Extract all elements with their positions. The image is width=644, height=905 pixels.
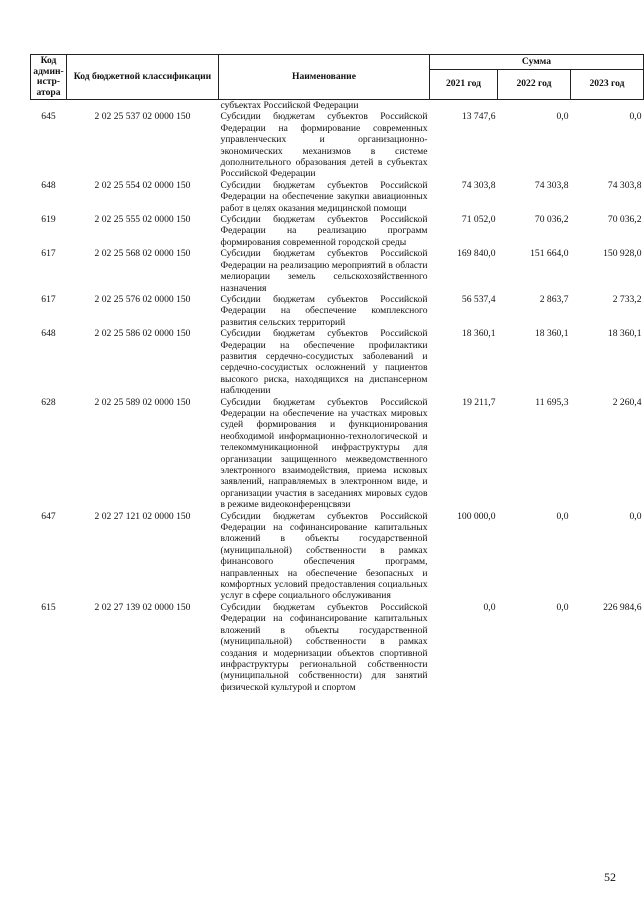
admin-code: 615 xyxy=(41,601,56,613)
amount-2021: 0,0 xyxy=(483,601,496,613)
budget-code: 2 02 25 589 02 0000 150 xyxy=(94,396,191,408)
amount-2021: 18 360,1 xyxy=(461,328,496,340)
header-name: Наименование xyxy=(219,55,430,100)
admin-code: 628 xyxy=(41,396,56,408)
amount-2021: 169 840,0 xyxy=(457,248,496,260)
table-header xyxy=(31,55,644,100)
admin-code: 648 xyxy=(41,179,56,191)
table-row xyxy=(31,511,644,602)
amount-2022: 70 036,2 xyxy=(534,214,569,226)
amount-2022: 0,0 xyxy=(556,510,569,522)
table-row xyxy=(31,328,644,396)
admin-code: 617 xyxy=(41,293,56,305)
amount-2023: 70 036,2 xyxy=(607,214,642,226)
amount-2023: 226 984,6 xyxy=(603,601,642,613)
table-row xyxy=(31,214,644,248)
amount-2023: 18 360,1 xyxy=(607,328,642,340)
table-row xyxy=(31,180,644,214)
amount-2022: 151 664,0 xyxy=(530,248,569,260)
budget-code: 2 02 25 568 02 0000 150 xyxy=(94,248,191,260)
header-admin-code: Код администратора xyxy=(31,55,67,100)
row-name: Субсидии бюджетам субъектов Российской Федерации на обеспечение профилактики развития сердечно-сосудистых заболеваний и сердечно-сосудистых осложнений у пациентов высокого риска, находящихся на диспансерном наблюдении xyxy=(220,328,428,397)
page-number: 52 xyxy=(604,870,616,884)
amount-2021: 56 537,4 xyxy=(461,293,496,305)
budget-code: 2 02 27 139 02 0000 150 xyxy=(94,601,191,613)
amount-2023: 150 928,0 xyxy=(603,248,642,260)
amount-2023: 2 733,2 xyxy=(612,293,642,305)
amount-2021: 71 052,0 xyxy=(461,214,496,226)
table-row xyxy=(31,294,644,328)
table-row xyxy=(31,602,644,693)
row-name: Субсидии бюджетам субъектов Российской Федерации на обеспечение на участках мировых судей формирования и функционирования необходимой информационно-технологической и телекоммуникационной инфраструктуры для организации защищенного межведомственного электронного взаимодействия, приема исковых заявлений, направляемых в электронном виде, и организации участия в заседаниях мировых судов в режиме видеоконференцсвязи xyxy=(220,396,428,511)
row-name: Субсидии бюджетам субъектов Российской Федерации на формирование современных управленческих и организационно-экономических механизмов в системе дополнительного образования детей в субъектах Российской Федерации xyxy=(220,111,428,180)
budget-code: 2 02 25 586 02 0000 150 xyxy=(94,328,191,340)
header-year-2021: 2021 год xyxy=(430,69,498,99)
budget-code: 2 02 27 121 02 0000 150 xyxy=(94,510,191,522)
admin-code: 648 xyxy=(41,328,56,340)
amount-2022: 0,0 xyxy=(556,111,569,123)
header-year-2022: 2022 год xyxy=(498,69,571,99)
budget-code: 2 02 25 555 02 0000 150 xyxy=(94,214,191,226)
table-row xyxy=(31,111,644,179)
amount-2023: 0,0 xyxy=(629,111,642,123)
table-row-continuation xyxy=(31,100,644,112)
row-name: Субсидии бюджетам субъектов Российской Федерации на софинансирование капитальных вложений в объекты государственной (муниципальной) собственности в рамках создания и модернизации объектов спортивной инфраструктуры региональной собственности (муниципальной собственности) для занятий физической культурой и спортом xyxy=(220,601,428,693)
table-row xyxy=(31,248,644,294)
amount-2022: 0,0 xyxy=(556,601,569,613)
admin-code: 645 xyxy=(41,111,56,123)
amount-2023: 2 260,4 xyxy=(612,396,642,408)
amount-2023: 0,0 xyxy=(629,510,642,522)
budget-code: 2 02 25 576 02 0000 150 xyxy=(94,293,191,305)
amount-2021: 74 303,8 xyxy=(461,179,496,191)
amount-2021: 100 000,0 xyxy=(457,510,496,522)
amount-2022: 74 303,8 xyxy=(534,179,569,191)
amount-2021: 13 747,6 xyxy=(461,111,496,123)
continuation-text: субъектах Российской Федерации xyxy=(220,100,359,111)
header-budget-code: Код бюджетной классификации xyxy=(67,55,219,100)
amount-2022: 2 863,7 xyxy=(539,293,569,305)
row-name: Субсидии бюджетам субъектов Российской Федерации на обеспечение комплексного развития сельских территорий xyxy=(220,293,428,328)
amount-2021: 19 211,7 xyxy=(462,396,496,408)
amount-2022: 11 695,3 xyxy=(535,396,569,408)
budget-code: 2 02 25 537 02 0000 150 xyxy=(94,111,191,123)
admin-code: 619 xyxy=(41,214,56,226)
row-name: Субсидии бюджетам субъектов Российской Федерации на реализацию мероприятий в области мелиорации земель сельскохозяйственного назначения xyxy=(220,248,428,294)
table-row xyxy=(31,397,644,511)
budget-code: 2 02 25 554 02 0000 150 xyxy=(94,179,191,191)
admin-code: 617 xyxy=(41,248,56,260)
header-sum: Сумма xyxy=(430,55,644,70)
row-name: Субсидии бюджетам субъектов Российской Федерации на софинансирование капитальных вложений в объекты государственной (муниципальной) собственности в рамках финансового обеспечения программ, направленных на обеспечение безопасных и комфортных условий предоставления социальных услуг в сфере социального обслуживания xyxy=(220,510,428,602)
row-name: Субсидии бюджетам субъектов Российской Федерации на обеспечение закупки авиационных работ в целях оказания медицинской помощи xyxy=(220,179,428,214)
amount-2022: 18 360,1 xyxy=(534,328,569,340)
admin-code: 647 xyxy=(41,510,56,522)
header-year-2023: 2023 год xyxy=(571,69,644,99)
row-name: Субсидии бюджетам субъектов Российской Федерации на реализацию программ формирования современной городской среды xyxy=(220,214,428,248)
amount-2023: 74 303,8 xyxy=(607,179,642,191)
budget-table xyxy=(30,54,644,693)
